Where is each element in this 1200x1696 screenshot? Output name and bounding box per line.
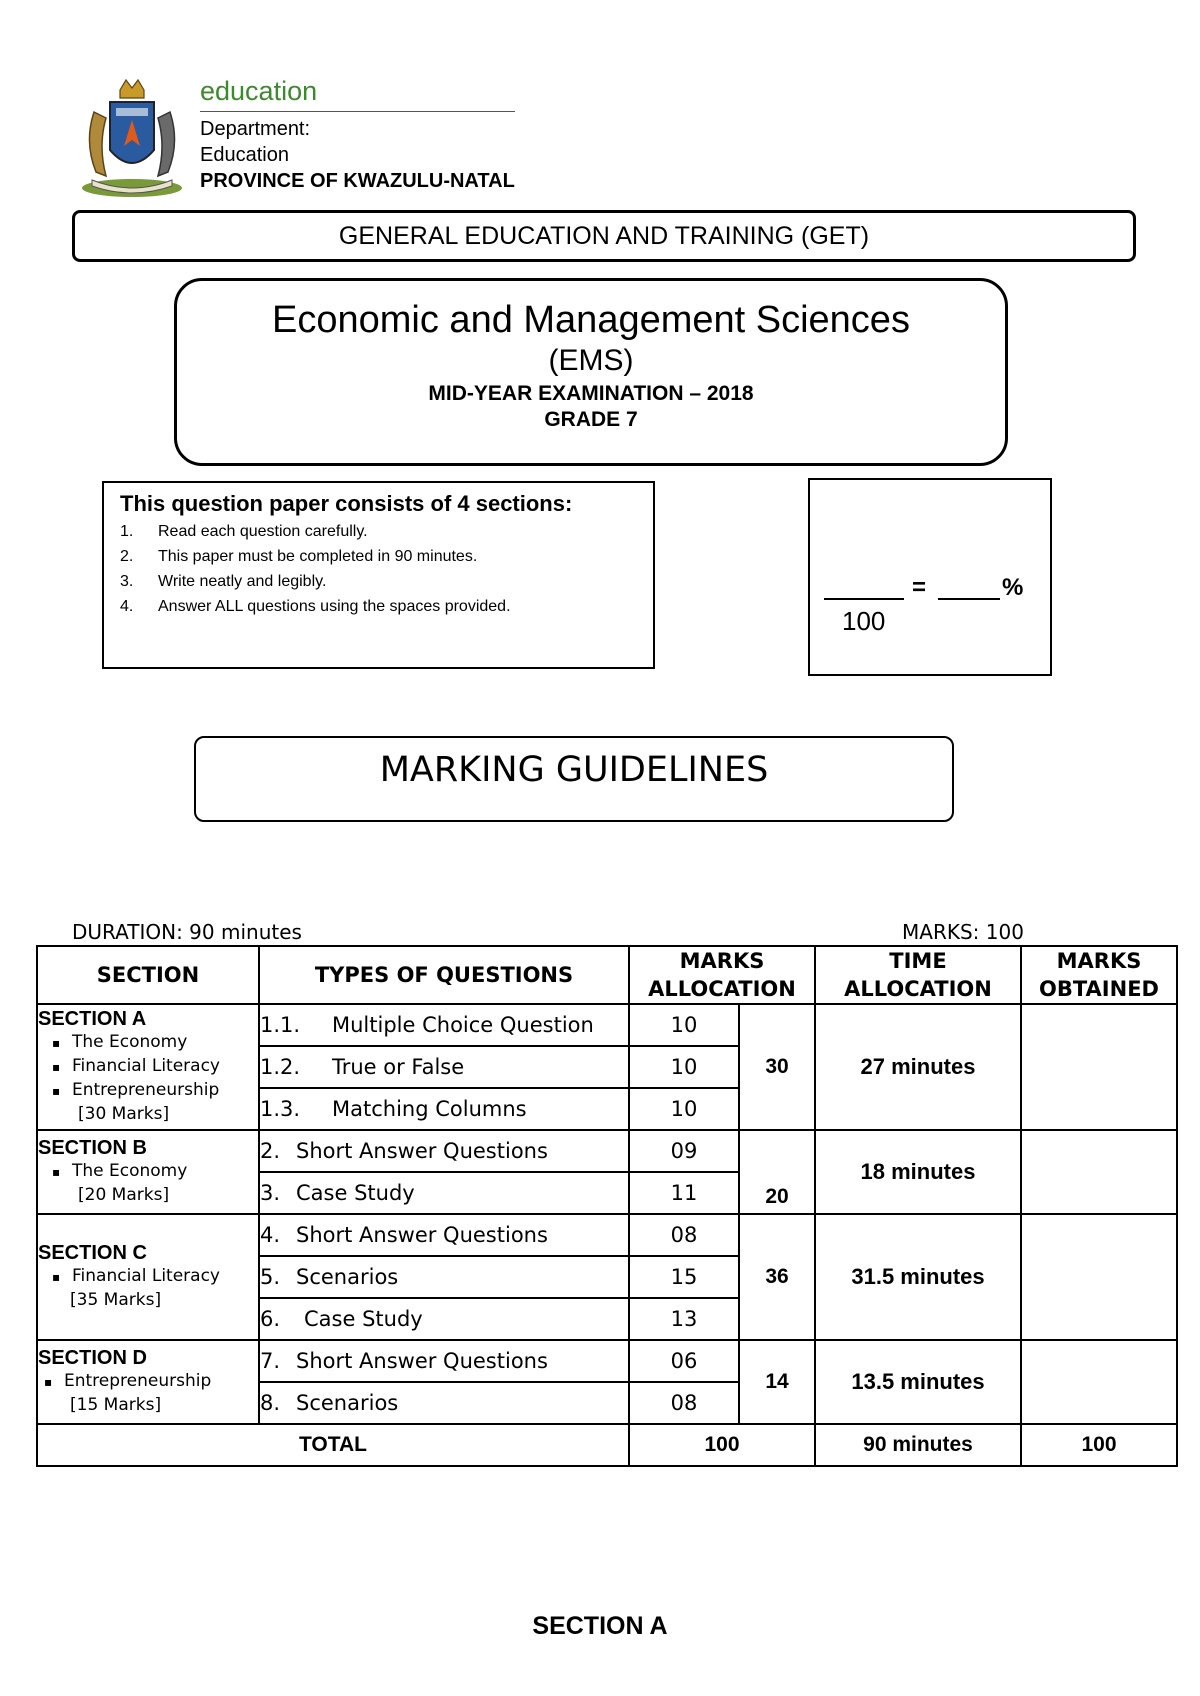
marks-cell: 15 [629,1256,739,1298]
marks-obtained-cell[interactable] [1021,1340,1177,1424]
marks-cell: 10 [629,1004,739,1046]
instructions-list [120,519,653,619]
time-cell: 27 minutes [815,1004,1021,1130]
question-cell: 1.1. Multiple Choice Question [259,1004,629,1046]
title-box [174,278,1008,466]
total-obtained: 100 [1021,1424,1177,1466]
section-subtotal: 20 [739,1130,815,1214]
table-row [37,1130,1177,1172]
marks-label: MARKS: 100 [902,920,1024,944]
get-banner: GENERAL EDUCATION AND TRAINING (GET) [72,210,1136,262]
province-name: PROVINCE OF KWAZULU-NATAL [200,170,515,192]
section-subtotal: 36 [739,1214,815,1340]
question-cell: 3. Case Study [259,1172,629,1214]
instructions-heading: This question paper consists of 4 sections: [120,491,573,516]
marks-cell: 08 [629,1214,739,1256]
logo-wordmark: education [200,76,318,106]
header-time-allocation: TIME ALLOCATION [815,946,1021,1004]
instructions-box [102,481,655,669]
instruction-item: 1. Read each question carefully. [120,523,368,540]
question-cell: 5. Scenarios [259,1256,629,1298]
marks-obtained-cell[interactable] [1021,1004,1177,1130]
department-block [200,116,515,194]
section-b-cell: SECTION B ▪ The Economy [20 Marks] [37,1130,259,1214]
question-cell: 8. Scenarios [259,1382,629,1424]
section-c-cell: SECTION C ▪ Financial Literacy [35 Marks] [37,1214,259,1340]
section-d-cell: SECTION D ▪ Entrepreneurship [15 Marks] [37,1340,259,1424]
header-marks-allocation: MARKS ALLOCATION [629,946,815,1004]
table-row [37,1340,1177,1382]
time-cell: 31.5 minutes [815,1214,1021,1340]
score-blank-field[interactable] [824,598,904,600]
score-denominator: 100 [842,606,886,636]
question-cell: 1.3. Matching Columns [259,1088,629,1130]
marks-cell: 10 [629,1088,739,1130]
score-percent-sign: % [1002,574,1024,601]
time-cell: 18 minutes [815,1130,1021,1214]
marks-cell: 08 [629,1382,739,1424]
question-cell: 4. Short Answer Questions [259,1214,629,1256]
kzn-coat-of-arms-icon [72,72,192,200]
duration-label: DURATION: 90 minutes [72,920,302,944]
marks-cell: 10 [629,1046,739,1088]
time-cell: 13.5 minutes [815,1340,1021,1424]
question-cell: 1.2. True or False [259,1046,629,1088]
question-cell: 6. Case Study [259,1298,629,1340]
exam-name: MID-YEAR EXAMINATION – 2018 [428,382,754,405]
marks-cell: 06 [629,1340,739,1382]
section-a-cell: SECTION A ▪ The Economy ▪ Financial Literacy ▪ Entrepreneurship [30 Marks] [37,1004,259,1130]
table-row [37,1214,1177,1256]
subject-title: Economic and Management Sciences [272,299,910,341]
instruction-item: 3. Write neatly and legibly. [120,573,327,590]
department-label: Department: [200,118,311,140]
instruction-item: 4. Answer ALL questions using the spaces provided. [120,598,511,615]
department-name: Education [200,144,289,166]
table-header-row [37,946,1177,1004]
percent-blank-field[interactable] [938,598,1000,600]
marks-obtained-cell[interactable] [1021,1130,1177,1214]
marks-cell: 09 [629,1130,739,1172]
marks-obtained-cell[interactable] [1021,1214,1177,1340]
marks-cell: 11 [629,1172,739,1214]
question-cell: 7. Short Answer Questions [259,1340,629,1382]
total-row [37,1424,1177,1466]
grade-label: GRADE 7 [544,408,638,431]
marking-guidelines-banner: MARKING GUIDELINES [194,736,954,822]
header-types: TYPES OF QUESTIONS [259,946,629,1004]
section-subtotal: 14 [739,1340,815,1424]
header-section: SECTION [37,946,259,1004]
header-marks-obtained: MARKS OBTAINED [1021,946,1177,1004]
total-time: 90 minutes [815,1424,1021,1466]
section-a-heading: SECTION A [532,1612,668,1640]
marks-cell: 13 [629,1298,739,1340]
score-equals: = [912,574,927,601]
total-marks: 100 [629,1424,815,1466]
section-subtotal: 30 [739,1004,815,1130]
subject-abbrev: (EMS) [548,344,634,377]
score-box [808,478,1052,676]
instruction-item: 2. This paper must be completed in 90 minutes. [120,548,478,565]
logo-divider [200,111,515,112]
total-label: TOTAL [37,1424,629,1466]
allocation-table [36,945,1178,1467]
table-row [37,1004,1177,1046]
question-cell: 2. Short Answer Questions [259,1130,629,1172]
